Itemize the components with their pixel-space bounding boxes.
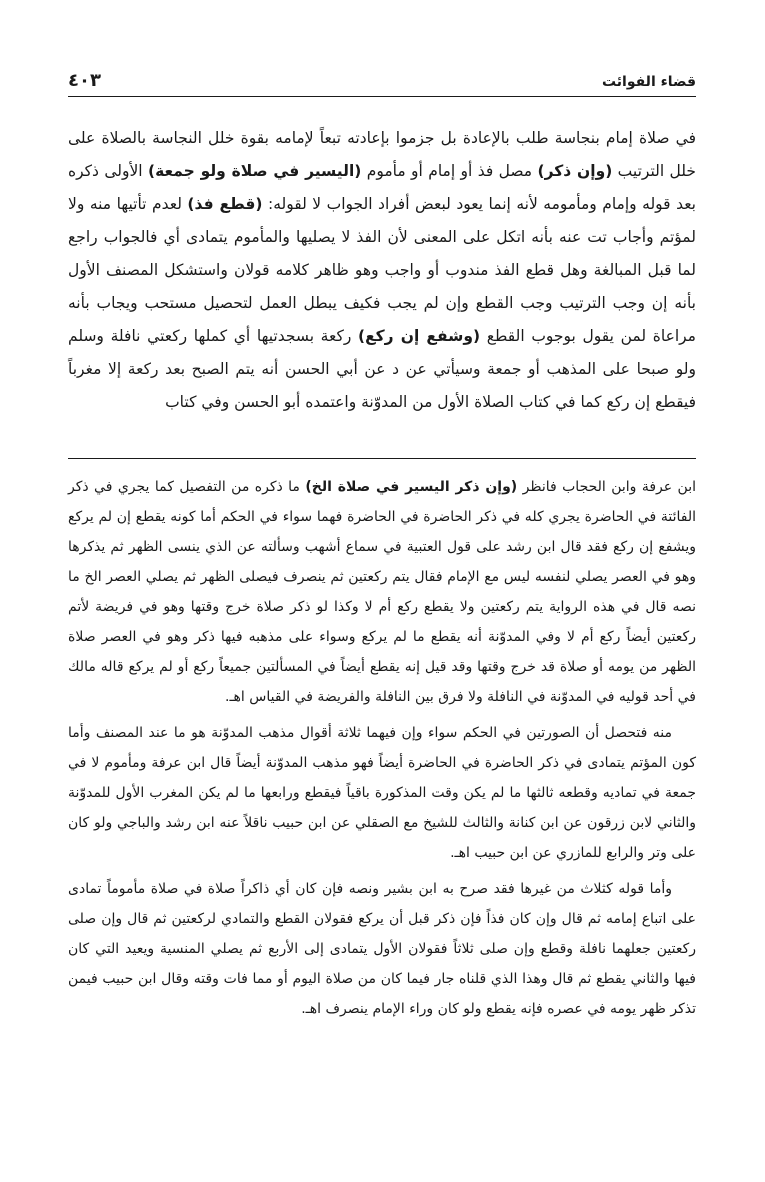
text-run: الأولى ذكره بعد قوله وإمام ومأمومه لأنه إنما يعود لبعض أفراد الجواب لا لقوله: <box>68 162 696 213</box>
matn-quote: (وشفع إن ركع) <box>358 327 481 345</box>
text-run: مصل فذ أو إمام أو مأموم <box>361 162 538 180</box>
text-run: لعدم تأتيها منه ولا لمؤتم وأجاب تت عنه بأنه اتكل على المعنى لأن الفذ لا يصليها والمأموم يتمادى أي فالجواب راجع لما قبل المبالغة وهل قطع الفذ مندوب أو واجب وهو ظاهر كلامه قولان واستشكل المصنف الأول بأنه إن وجب الترتيب وجب القطع وإن لم يجب فكيف يبطل العمل لتحصيل مستحب ويجاب بأنه مراعاة لمن يقول بوجوب القطع <box>68 195 696 345</box>
running-title: قضاء الفوائت <box>601 74 696 90</box>
text-run: ركعة بسجدتيها أي كملها ركعتي نافلة وسلم ولو صبحا على المذهب أو جمعة وسيأتي عن د عن أبي الحسن أنه يتم الصبح بعد ركعة إلا مغرباً فيقطع إن ركع كما في كتاب الصلاة الأول من المدوّنة واعتمده أبو الحسن وفي كتاب <box>68 327 696 411</box>
footnote-paragraph: وأما قوله كثلاث من غيرها فقد صرح به ابن بشير ونصه فإن كان أي ذاكراً صلاة في صلاة مأموماً تمادى على اتباع إمامه ثم قال وإن كان فذاً فإن ذكر قبل أن يركع فقولان القطع والتمادي لركعتين ثم قال وإن صلى ركعتين جعلهما نافلة وقطع وإن صلى ثلاثاً فقولان الأول يتمادى إلى الأربع ثم يصلي المنسية ويعيد التي كان فيها والثاني يقطع ثم قال وهذا الذي قلناه جار فيما كان من صلاة اليوم أو مما فات وقته وقال ابن حبيب فيمن تذكر ظهر يومه في عصره فإنه يقطع ولو كان وراء الإمام ينصرف اهـ. <box>68 881 696 1017</box>
running-header <box>68 68 696 98</box>
footnote-separator <box>68 458 696 459</box>
footnote-section <box>68 472 696 1030</box>
footnote-paragraph <box>68 472 696 712</box>
matn-quote: (اليسير في صلاة ولو جمعة) <box>147 162 362 180</box>
main-text <box>68 122 696 419</box>
footnote-paragraph: منه فتحصل أن الصورتين في الحكم سواء وإن فيهما ثلاثة أقوال مذهب المدوّنة هو ما عند المصنف وأما كون المؤتم يتمادى في ذكر الحاضرة في الحاضرة أيضاً فهو مذهب المدوّنة أيضاً قال ابن عرفة ومأموم لا في جمعة في تماديه وقطعه ثالثها ما لم يكن وقت المذكورة باقياً فيقطع ورابعها ما لم يكن المغرب الأول للمدوّنة والثاني لابن زرقون عن ابن كنانة والثالث للشيخ مع الصقلي عن ابن حبيب ناقلاً عنه ابن رشد والباجي ولو كان على وتر والرابع للمازري عن ابن حبيب اهـ. <box>68 725 696 861</box>
matn-quote: (وإن ذكر) <box>537 162 613 180</box>
text-run: ما ذكره من التفصيل كما يجري في ذكر الفائتة في الحاضرة يجري كله في ذكر الحاضرة في الحاضرة فهما سواء في الحكم أما كونه يقطع إن لم يركع ويشفع إن ركع فقد قال ابن رشد على قول العتبية في سماع أشهب وسألته عن الذي ينسى الظهر ثم يذكرها وهو في العصر يصلي لنفسه ليس مع الإمام فقال يتم ركعتين ثم ينصرف فيصلى الظهر ثم يصلي العصر الخ ما نصه قال في هذه الرواية يتم ركعتين ولا يقطع ركع أم لا وكذا لو ذكر صلاة خرج وقتها وهو في فريضة لأتم ركعتين أيضاً ركع أم لا وفي المدوّنة أنه يقطع ما لم يركع وسواء على مذهبه فيها ذكر وهو في العصر صلاة الظهر من يومه أو صلاة قد خرج وقتها وقد قيل إنه يقطع أيضاً في المسألتين جميعاً ركع أو لم يركع قاله مالك في أحد قوليه في المدوّنة في النافلة ولا فرق بين النافلة والفريضة في القياس اهـ. <box>68 479 696 705</box>
text-run: ابن عرفة وابن الحجاب فانظر <box>517 479 697 495</box>
header-rule <box>68 96 696 97</box>
text-run: في صلاة إمام بنجاسة طلب بالإعادة بل جزموا بإعادته تبعاً لإمامه بقوة خلل النجاسة بالصلاة على خلل الترتيب <box>68 129 696 180</box>
main-paragraph <box>68 122 696 419</box>
matn-quote: (قطع فذ) <box>187 195 263 213</box>
matn-quote: (وإن ذكر اليسير في صلاة الخ) <box>305 479 518 495</box>
page-number: ٤٠٣ <box>68 70 101 91</box>
